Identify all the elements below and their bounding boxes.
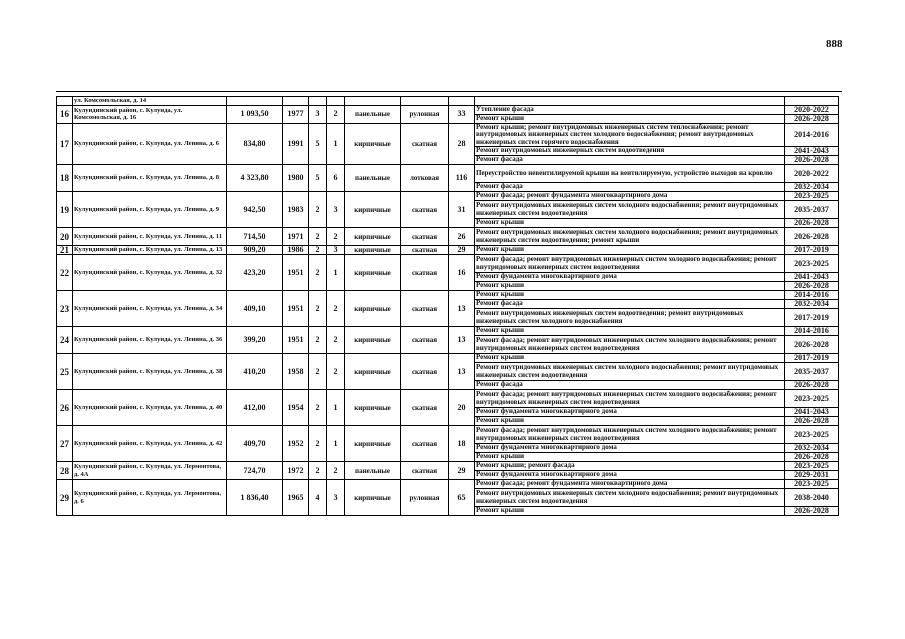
cell-roof: скатная: [401, 192, 449, 228]
cell-residents: 13: [449, 327, 475, 354]
cell-roof: скатная: [401, 426, 449, 462]
cell-row-number: 27: [57, 426, 73, 462]
cell-year: 1983: [283, 192, 309, 228]
cell-walls: кирпичные: [345, 426, 401, 462]
table-row: [57, 426, 839, 444]
cell-work-period: 2035-2037: [785, 201, 839, 219]
cell-residents: 116: [449, 165, 475, 192]
cell-work-period: 2026-2028: [785, 282, 839, 291]
cell-year: 1971: [283, 228, 309, 246]
cell-area: 412,00: [227, 390, 283, 426]
cell-work-type: Ремонт фасада: [475, 300, 785, 309]
cell-area: 1 093,50: [227, 105, 283, 123]
cell-entrances: 2: [327, 354, 345, 390]
cell-work-type: Ремонт крыши; ремонт фасада: [475, 462, 785, 471]
cell-work-period: 2014-2016: [785, 327, 839, 336]
cell-roof: скатная: [401, 291, 449, 327]
cell-walls: кирпичные: [345, 192, 401, 228]
cell-empty: [283, 97, 309, 106]
cell-work-period: 2035-2037: [785, 363, 839, 381]
cell-row-number: 23: [57, 291, 73, 327]
cell-address: Кулундинский район, с. Кулунда, ул. Ленина, д. 42: [73, 426, 227, 462]
cell-work-type: Ремонт внутридомовых инженерных систем водоотведения: [475, 147, 785, 156]
cell-area: 724,70: [227, 462, 283, 480]
cell-work-type: Ремонт внутридомовых инженерных систем холодного водоснабжения; ремонт внутридомовых инженерных систем водоотведения: [475, 363, 785, 381]
cell-work-type: Ремонт крыши: [475, 417, 785, 426]
cell-work-type: Ремонт внутридомовых инженерных систем холодного водоснабжения; ремонт внутридомовых инженерных систем водоотведения: [475, 201, 785, 219]
cell-work-period: 2032-2034: [785, 444, 839, 453]
cell-work-period: 2017-2019: [785, 246, 839, 255]
cell-floors: 2: [309, 390, 327, 426]
cell-year: 1958: [283, 354, 309, 390]
cell-address: Кулундинский район, с. Кулунда, ул. Ленина, д. 32: [73, 255, 227, 291]
cell-floors: 3: [309, 105, 327, 123]
cell-entrances: 3: [327, 246, 345, 255]
cell-work-period: 2023-2025: [785, 192, 839, 201]
cell-walls: панельные: [345, 165, 401, 192]
cell-residents: 33: [449, 105, 475, 123]
cell-work-period: 2020-2022: [785, 105, 839, 114]
cell-area: 942,50: [227, 192, 283, 228]
table-row: [57, 165, 839, 183]
cell-work-type: Ремонт фундамента многоквартирного дома: [475, 408, 785, 417]
cell-year: 1954: [283, 390, 309, 426]
cell-work-type: Ремонт фундамента многоквартирного дома: [475, 471, 785, 480]
cell-roof: лотковая: [401, 165, 449, 192]
cell-num-empty: [57, 97, 73, 106]
table-row: [57, 255, 839, 273]
cell-roof: скатная: [401, 462, 449, 480]
cell-residents: 13: [449, 291, 475, 327]
cell-entrances: 6: [327, 165, 345, 192]
cell-walls: кирпичные: [345, 123, 401, 165]
cell-address: Кулундинский район, с. Кулунда, ул. Лермонтова, д. 6: [73, 480, 227, 516]
cell-empty: [309, 97, 327, 106]
cell-work-period: 2026-2028: [785, 336, 839, 354]
cell-year: 1951: [283, 255, 309, 291]
cell-entrances: 2: [327, 105, 345, 123]
cell-year: 1977: [283, 105, 309, 123]
cell-empty: [401, 97, 449, 106]
cell-area: 909,20: [227, 246, 283, 255]
cell-residents: 29: [449, 246, 475, 255]
cell-area: 410,20: [227, 354, 283, 390]
cell-area: 423,20: [227, 255, 283, 291]
cell-work-type: Ремонт фасада; ремонт внутридомовых инженерных систем холодного водоснабжения; ремонт внутридомовых инженерных систем водоотведения: [475, 336, 785, 354]
cell-work-period: 2026-2028: [785, 219, 839, 228]
cell-row-number: 26: [57, 390, 73, 426]
cell-work-period: 2023-2025: [785, 390, 839, 408]
cell-row-number: 29: [57, 480, 73, 516]
cell-residents: 20: [449, 390, 475, 426]
cell-row-number: 25: [57, 354, 73, 390]
cell-residents: 13: [449, 354, 475, 390]
cell-empty: [449, 97, 475, 106]
table-row: [57, 105, 839, 114]
cell-area: 834,80: [227, 123, 283, 165]
cell-floors: 2: [309, 246, 327, 255]
table-row: [57, 462, 839, 471]
cell-work-period: 2017-2019: [785, 309, 839, 327]
cell-roof: рулонная: [401, 105, 449, 123]
cell-floors: 2: [309, 462, 327, 480]
cell-work-period: 2023-2025: [785, 480, 839, 489]
cell-work-type: Ремонт фундамента многоквартирного дома: [475, 273, 785, 282]
cell-address: Кулундинский район, с. Кулунда, ул. Лермонтова, д. 4А: [73, 462, 227, 480]
cell-work-type: Ремонт крыши: [475, 246, 785, 255]
cell-address: Кулундинский район, с. Кулунда, ул. Комсомольская, д. 16: [73, 105, 227, 123]
cell-residents: 18: [449, 426, 475, 462]
cell-work-type: Утепление фасада: [475, 105, 785, 114]
cell-entrances: 2: [327, 327, 345, 354]
cell-roof: скатная: [401, 327, 449, 354]
cell-address: Кулундинский район, с. Кулунда, ул. Ленина, д. 36: [73, 327, 227, 354]
cell-work-period: 2014-2016: [785, 123, 839, 147]
cell-area: 399,20: [227, 327, 283, 354]
cell-work-period: 2041-2043: [785, 408, 839, 417]
table-row: [57, 228, 839, 246]
cell-area: 409,10: [227, 291, 283, 327]
cell-work-period: 2032-2034: [785, 300, 839, 309]
cell-work-type: Ремонт крыши: [475, 219, 785, 228]
cell-work-period: 2041-2043: [785, 147, 839, 156]
cell-walls: кирпичные: [345, 327, 401, 354]
cell-work-type: Ремонт внутридомовых инженерных систем водоотведения; ремонт внутридомовых инженерных систем холодного водоснабжения: [475, 309, 785, 327]
cell-floors: 2: [309, 426, 327, 462]
cell-area: 4 323,80: [227, 165, 283, 192]
cell-entrances: 1: [327, 426, 345, 462]
cell-year: 1980: [283, 165, 309, 192]
cell-floors: 2: [309, 327, 327, 354]
cell-roof: скатная: [401, 228, 449, 246]
cell-work-period: 2026-2028: [785, 507, 839, 516]
cell-entrances: 1: [327, 390, 345, 426]
cell-work-period: 2026-2028: [785, 417, 839, 426]
cell-work-period: 2023-2025: [785, 426, 839, 444]
cell-roof: скатная: [401, 255, 449, 291]
cell-work-period: 2023-2025: [785, 462, 839, 471]
cell-entrances: 1: [327, 123, 345, 165]
cell-residents: 28: [449, 123, 475, 165]
cell-entrances: 2: [327, 228, 345, 246]
cell-address: Кулундинский район, с. Кулунда, ул. Ленина, д. 40: [73, 390, 227, 426]
cell-walls: кирпичные: [345, 291, 401, 327]
cell-floors: 5: [309, 123, 327, 165]
cell-row-number: 28: [57, 462, 73, 480]
cell-year: 1951: [283, 291, 309, 327]
cell-work-type: Ремонт крыши: [475, 291, 785, 300]
table-row: [57, 327, 839, 336]
cell-work-type: Ремонт крыши: [475, 282, 785, 291]
cell-year: 1986: [283, 246, 309, 255]
cell-entrances: 3: [327, 192, 345, 228]
cell-floors: 4: [309, 480, 327, 516]
cell-work-type: Ремонт крыши: [475, 354, 785, 363]
cell-floors: 5: [309, 165, 327, 192]
cell-walls: кирпичные: [345, 390, 401, 426]
cell-row-number: 17: [57, 123, 73, 165]
cell-entrances: 3: [327, 480, 345, 516]
cell-year: 1965: [283, 480, 309, 516]
table-row: [57, 123, 839, 147]
cell-work-type: Ремонт крыши: [475, 453, 785, 462]
cell-walls: кирпичные: [345, 246, 401, 255]
cell-area: 409,70: [227, 426, 283, 462]
cell-floors: 2: [309, 192, 327, 228]
cell-empty: [327, 97, 345, 106]
cell-work-type: Ремонт крыши: [475, 507, 785, 516]
table-row: [57, 291, 839, 300]
cell-floors: 2: [309, 255, 327, 291]
cell-roof: скатная: [401, 354, 449, 390]
cell-address: Кулундинский район, с. Кулунда, ул. Ленина, д. 8: [73, 165, 227, 192]
cell-walls: кирпичные: [345, 354, 401, 390]
cell-work-type: Ремонт крыши: [475, 327, 785, 336]
cell-address: Кулундинский район, с. Кулунда, ул. Ленина, д. 34: [73, 291, 227, 327]
cell-residents: 16: [449, 255, 475, 291]
cell-entrances: 1: [327, 255, 345, 291]
cell-work-type: Ремонт внутридомовых инженерных систем холодного водоснабжения; ремонт внутридомовых инженерных систем водоотведения: [475, 489, 785, 507]
cell-work-type: Ремонт фасада: [475, 381, 785, 390]
cell-work-type: Ремонт фасада; ремонт внутридомовых инженерных систем холодного водоснабжения; ремонт внутридомовых инженерных систем водоотведения: [475, 390, 785, 408]
cell-work-type: Ремонт фасада: [475, 156, 785, 165]
cell-floors: 2: [309, 228, 327, 246]
cell-work-type: Ремонт крыши: [475, 114, 785, 123]
cell-work-type: Ремонт фасада; ремонт фундамента многоквартирного дома: [475, 480, 785, 489]
cell-row-number: 22: [57, 255, 73, 291]
cell-entrances: 2: [327, 291, 345, 327]
cell-year: 1991: [283, 123, 309, 165]
cell-work-period: 2032-2034: [785, 183, 839, 192]
cell-empty: [345, 97, 401, 106]
cell-address: Кулундинский район, с. Кулунда, ул. Ленина, д. 38: [73, 354, 227, 390]
table-row: [57, 354, 839, 363]
cell-empty: [227, 97, 283, 106]
cell-work-period: 2026-2028: [785, 453, 839, 462]
cell-work-period: 2029-2031: [785, 471, 839, 480]
cell-residents: 31: [449, 192, 475, 228]
cell-address: Кулундинский район, с. Кулунда, ул. Ленина, д. 6: [73, 123, 227, 165]
cell-floors: 2: [309, 291, 327, 327]
cell-year: 1972: [283, 462, 309, 480]
cell-address: Кулундинский район, с. Кулунда, ул. Ленина, д. 9: [73, 192, 227, 228]
table-row: [57, 480, 839, 489]
table-row: [57, 390, 839, 408]
cell-work-period: 2038-2040: [785, 489, 839, 507]
registry-table: [56, 96, 839, 516]
cell-work-period: 2026-2028: [785, 156, 839, 165]
cell-roof: скатная: [401, 390, 449, 426]
cell-row-number: 16: [57, 105, 73, 123]
cell-floors: 2: [309, 354, 327, 390]
cell-work-period: 2017-2019: [785, 354, 839, 363]
cell-work-type: Ремонт фасада; ремонт фундамента многоквартирного дома: [475, 192, 785, 201]
cell-residents: 29: [449, 462, 475, 480]
cell-entrances: 2: [327, 462, 345, 480]
cell-work-period: 2041-2043: [785, 273, 839, 282]
page-number: 888: [826, 38, 843, 50]
table-row-carry: [57, 97, 839, 106]
cell-work-type: Переустройство невентилируемой крыши на вентилируемую, устройство выходов на кровлю: [475, 165, 785, 183]
cell-work-period: 2026-2028: [785, 114, 839, 123]
cell-work-period: 2020-2022: [785, 165, 839, 183]
cell-walls: кирпичные: [345, 228, 401, 246]
cell-work-type: Ремонт фасада; ремонт внутридомовых инженерных систем холодного водоснабжения; ремонт внутридомовых инженерных систем водоотведения: [475, 255, 785, 273]
cell-row-number: 24: [57, 327, 73, 354]
cell-residents: 65: [449, 480, 475, 516]
cell-row-number: 18: [57, 165, 73, 192]
cell-row-number: 19: [57, 192, 73, 228]
cell-work-type: Ремонт крыши; ремонт внутридомовых инженерных систем теплоснабжения; ремонт внутридомовых инженерных систем холодного водоснабжения; ремонт внутридомовых инженерных систем горячего водоснабжения: [475, 123, 785, 147]
cell-residents: 26: [449, 228, 475, 246]
cell-address: Кулундинский район, с. Кулунда, ул. Ленина, д. 11: [73, 228, 227, 246]
cell-empty: [475, 97, 785, 106]
cell-walls: кирпичные: [345, 255, 401, 291]
cell-walls: кирпичные: [345, 480, 401, 516]
table-row: [57, 246, 839, 255]
cell-address: Кулундинский район, с. Кулунда, ул. Ленина, д. 13: [73, 246, 227, 255]
cell-empty: [785, 97, 839, 106]
cell-work-type: Ремонт фундамента многоквартирного дома: [475, 444, 785, 453]
cell-walls: панельные: [345, 462, 401, 480]
cell-year: 1951: [283, 327, 309, 354]
cell-work-period: 2026-2028: [785, 381, 839, 390]
cell-walls: панельные: [345, 105, 401, 123]
cell-work-type: Ремонт фасада; ремонт внутридомовых инженерных систем холодного водоснабжения; ремонт внутридомовых инженерных систем водоотведения: [475, 426, 785, 444]
cell-row-number: 21: [57, 246, 73, 255]
registry-body: [57, 97, 839, 516]
cell-work-period: 2026-2028: [785, 228, 839, 246]
cell-work-period: 2023-2025: [785, 255, 839, 273]
cell-area: 1 836,40: [227, 480, 283, 516]
cell-roof: скатная: [401, 123, 449, 165]
top-rule: [56, 91, 842, 92]
cell-area: 714,50: [227, 228, 283, 246]
cell-roof: рулонная: [401, 480, 449, 516]
cell-work-type: Ремонт фасада: [475, 183, 785, 192]
cell-address: ул. Комсомольская, д. 14: [73, 97, 227, 106]
cell-work-type: Ремонт внутридомовых инженерных систем холодного водоснабжения; ремонт внутридомовых инженерных систем водоотведения; ремонт крыши: [475, 228, 785, 246]
cell-roof: скатная: [401, 246, 449, 255]
cell-row-number: 20: [57, 228, 73, 246]
cell-year: 1952: [283, 426, 309, 462]
cell-work-period: 2014-2016: [785, 291, 839, 300]
table-row: [57, 192, 839, 201]
